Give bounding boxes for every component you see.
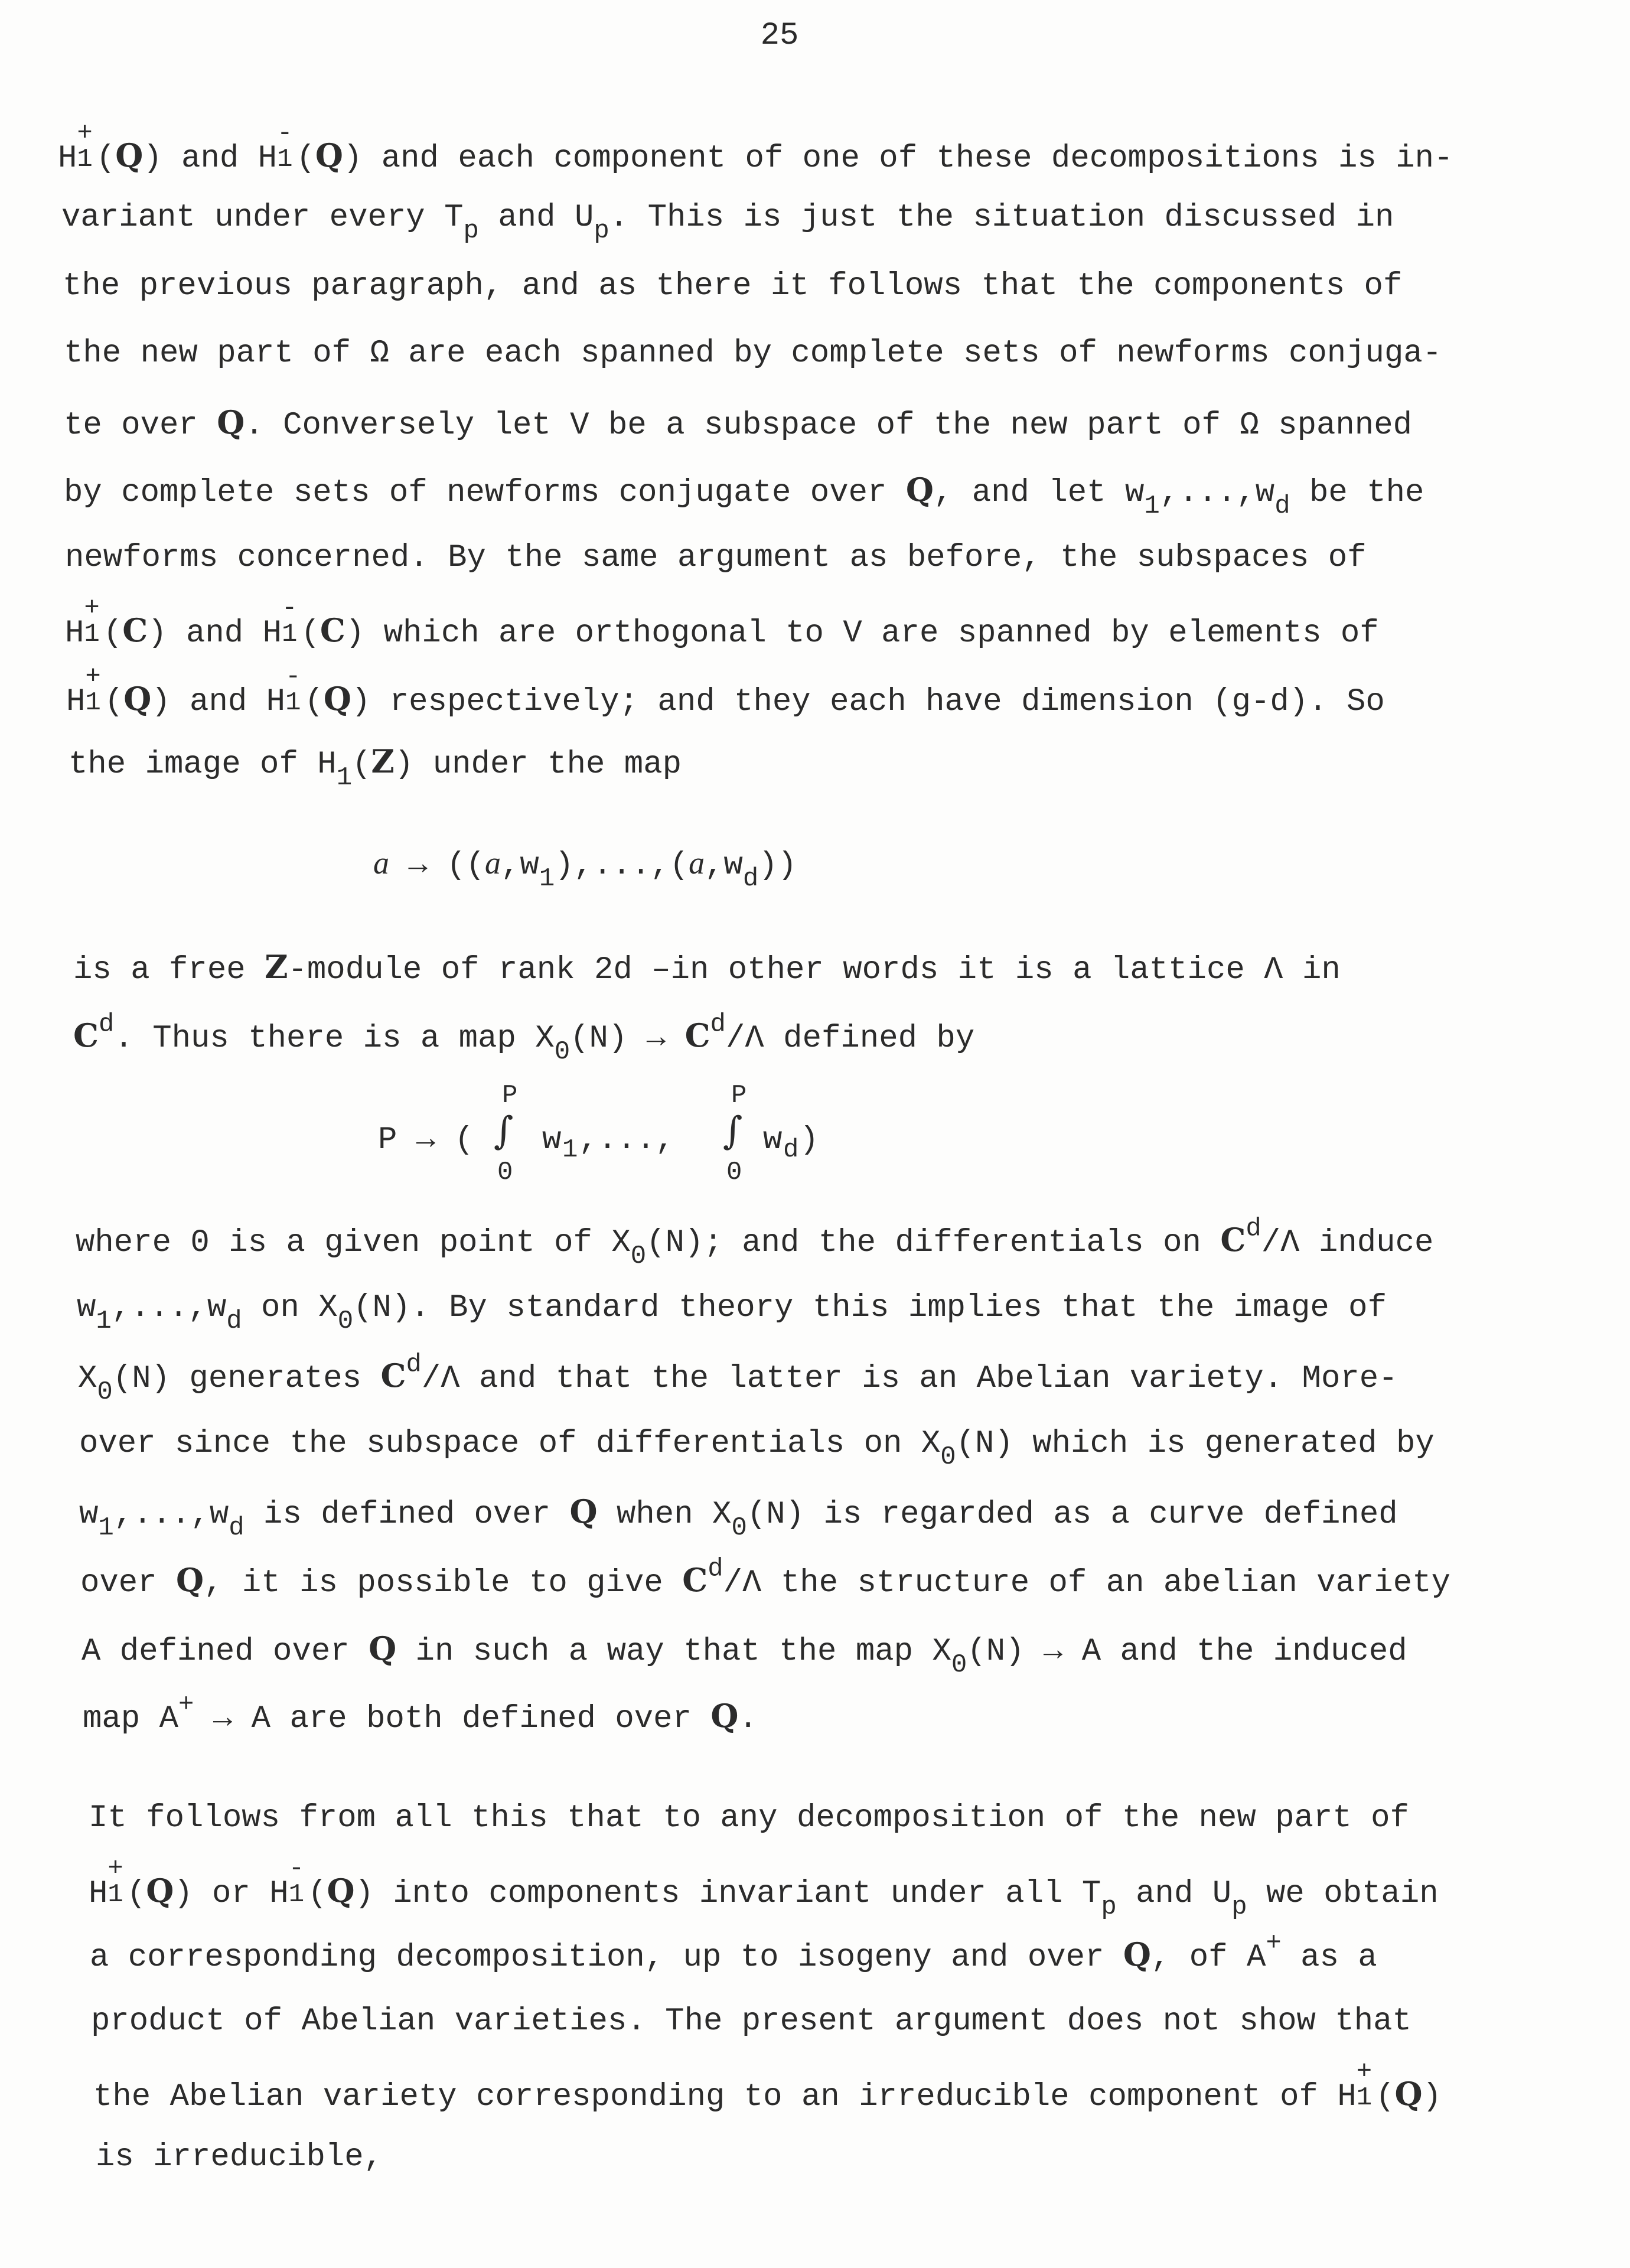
- subscript: d: [1274, 491, 1290, 521]
- text: (: [104, 684, 124, 720]
- subscript: 1: [288, 1879, 305, 1909]
- text: on X: [242, 1290, 338, 1326]
- text: we obtain: [1247, 1876, 1439, 1912]
- text-line-26: is irreducible,: [96, 2139, 383, 2175]
- text: be the: [1290, 475, 1424, 511]
- text: is defined over: [244, 1497, 570, 1533]
- text-line-19: [82, 1630, 1407, 1680]
- subscript: 1: [562, 1135, 578, 1165]
- text: (: [1375, 2079, 1395, 2115]
- text: variant under every T: [61, 200, 464, 236]
- text: ) or H: [174, 1876, 289, 1912]
- integral-lower-limit: 0: [726, 1158, 742, 1187]
- subscript: d: [783, 1135, 799, 1165]
- superscript: +: [107, 1853, 123, 1884]
- bold-C: C: [122, 611, 148, 649]
- subscript: p: [463, 216, 479, 246]
- text: map A: [83, 1701, 179, 1737]
- superscript: -: [277, 118, 293, 148]
- text: (: [96, 141, 116, 177]
- text: and U: [478, 200, 594, 236]
- text: te over: [64, 408, 217, 444]
- text: over: [80, 1565, 177, 1601]
- text: ,w: [501, 848, 539, 884]
- subscript: 1: [336, 762, 353, 793]
- text: where 0 is a given point of X: [76, 1225, 631, 1261]
- subscript: 0: [951, 1650, 967, 1680]
- bold-Q: Q: [1394, 2075, 1423, 2113]
- subscript: p: [1231, 1892, 1247, 1922]
- text: . This is just the situation discussed in: [609, 200, 1394, 236]
- text: a corresponding decomposition, up to isogeny and over: [90, 1940, 1123, 1976]
- text-line-5: [64, 403, 1413, 444]
- text: /Λ the structure of an abelian variety: [723, 1565, 1451, 1601]
- text: w: [79, 1497, 99, 1533]
- sup-sub: [107, 1853, 126, 1909]
- var-a: a: [689, 845, 705, 881]
- subscript: 1: [277, 144, 293, 174]
- text-line-2: [61, 200, 1394, 246]
- text: the Abelian variety corresponding to an irreducible component of H: [93, 2079, 1357, 2115]
- text: ,w: [705, 848, 743, 884]
- text: (N) generates: [112, 1361, 381, 1397]
- superscript: +: [85, 662, 101, 692]
- var-a: a: [485, 845, 501, 881]
- formula-close: ): [800, 1122, 819, 1158]
- text-line-22: [89, 1853, 1439, 1922]
- text: ) into components invariant under all T: [354, 1876, 1101, 1912]
- subscript: 1: [77, 144, 93, 174]
- text-line-14: [77, 1290, 1387, 1336]
- superscript: +: [1356, 2057, 1373, 2087]
- subscript: 0: [940, 1442, 956, 1472]
- text: (N) →: [570, 1021, 685, 1057]
- text: the image of H: [69, 747, 337, 783]
- text: in such a way that the map X: [396, 1634, 951, 1670]
- superscript: d: [708, 1554, 723, 1584]
- text: ,...,w: [1159, 475, 1275, 511]
- bold-Q: Q: [569, 1493, 598, 1530]
- superscript: -: [282, 593, 298, 623]
- subscript: 1: [107, 1879, 123, 1909]
- text-line-16: [79, 1426, 1435, 1472]
- subscript: 0: [554, 1037, 570, 1067]
- subscript: p: [594, 216, 609, 246]
- text: → ((: [389, 848, 485, 884]
- formula-lead: P → (: [378, 1122, 474, 1158]
- subscript: 1: [285, 687, 301, 718]
- text: ,...,w: [111, 1290, 227, 1326]
- integral-sign: ∫: [494, 1109, 514, 1153]
- text: ) under the map: [394, 747, 682, 783]
- text: . Conversely let V be a subspace of the new part of Ω spanned: [244, 408, 1413, 444]
- text: → A are both defined over: [194, 1701, 711, 1737]
- bold-C: C: [1220, 1221, 1246, 1259]
- subscript: d: [229, 1513, 244, 1543]
- formula-map: [373, 845, 797, 894]
- text: and U: [1116, 1876, 1232, 1912]
- bold-Q: Q: [1123, 1935, 1151, 1973]
- symbol-H: H: [89, 1876, 108, 1912]
- text-line-6: [64, 471, 1424, 521]
- text-line-15: [78, 1350, 1398, 1407]
- text: by complete sets of newforms conjugate over: [64, 475, 906, 511]
- subscript: 0: [630, 1241, 647, 1271]
- text: (: [103, 615, 123, 651]
- text: over since the subspace of differentials on X: [79, 1426, 941, 1462]
- subscript: 1: [85, 687, 101, 718]
- sup-sub: [285, 662, 304, 718]
- bold-Q: Q: [369, 1630, 397, 1667]
- integral-lower-limit: 0: [497, 1158, 513, 1187]
- subscript: 1: [84, 619, 100, 649]
- differential-w: w: [763, 1122, 783, 1158]
- text-line-20: [83, 1690, 758, 1737]
- bold-C: C: [380, 1357, 406, 1394]
- text: ) and H: [151, 684, 286, 720]
- text: (: [352, 747, 371, 783]
- superscript: -: [285, 662, 301, 692]
- subscript: 1: [98, 1513, 114, 1543]
- text-line-9: [66, 662, 1385, 720]
- subscript: 1: [539, 863, 555, 894]
- text: -module of rank 2d –in other words it is a lattice Λ in: [288, 952, 1341, 988]
- text-line-18: [80, 1554, 1451, 1601]
- bold-Z: Z: [371, 742, 395, 780]
- text: ,...,w: [113, 1497, 229, 1533]
- bold-Q: Q: [905, 471, 934, 509]
- superscript: +: [1266, 1928, 1282, 1959]
- text-line-1: [58, 118, 1453, 177]
- bold-Q: Q: [146, 1872, 174, 1909]
- subscript: 0: [337, 1306, 354, 1336]
- bold-Q: Q: [176, 1561, 204, 1599]
- text: is a free: [73, 952, 265, 988]
- text: (N) → A and the induced: [967, 1634, 1407, 1670]
- symbol-H: H: [58, 141, 77, 177]
- bold-Q: Q: [123, 680, 152, 718]
- subscript: 0: [731, 1513, 747, 1543]
- formula-ellipsis: ,...,: [579, 1122, 675, 1158]
- text: , it is possible to give: [204, 1565, 683, 1601]
- var-a: a: [373, 845, 389, 881]
- page-number: 25: [760, 18, 799, 54]
- text: as a: [1281, 1940, 1377, 1976]
- text: , of A: [1150, 1940, 1266, 1976]
- text-line-25: [93, 2057, 1442, 2115]
- bold-C: C: [684, 1016, 710, 1054]
- integral-upper-limit: P: [502, 1081, 518, 1110]
- bold-C: C: [682, 1561, 708, 1599]
- formula-integral-map: [378, 1081, 862, 1193]
- text: (: [304, 684, 324, 720]
- integral-sign: ∫: [723, 1109, 743, 1153]
- symbol-H: H: [66, 684, 86, 720]
- subscript: 1: [1356, 2083, 1373, 2113]
- text: )): [758, 848, 797, 884]
- text: (: [301, 615, 320, 651]
- superscript: -: [288, 1853, 305, 1884]
- text-line-10: [69, 742, 682, 793]
- superscript: d: [1246, 1214, 1261, 1244]
- text-line-3: the previous paragraph, and as there it follows that the components of: [63, 268, 1403, 304]
- subscript: 1: [282, 619, 298, 649]
- text: (: [296, 141, 315, 177]
- bold-Q: Q: [115, 136, 144, 174]
- text: w: [77, 1290, 96, 1326]
- sup-sub: [288, 1853, 308, 1909]
- differential-w: w: [542, 1122, 562, 1158]
- text-line-13: [76, 1214, 1434, 1271]
- superscript: d: [98, 1009, 115, 1040]
- sup-sub: [1356, 2057, 1375, 2113]
- bold-Q: Q: [323, 680, 351, 718]
- text-line-21: It follows from all this that to any decomposition of the new part of: [89, 1800, 1409, 1836]
- subscript: 1: [1144, 491, 1160, 521]
- bold-Q: Q: [315, 136, 343, 174]
- bold-Z: Z: [265, 948, 288, 986]
- integral-upper-limit: P: [731, 1081, 747, 1110]
- text: ) and H: [148, 615, 282, 651]
- text: .: [738, 1701, 758, 1737]
- bold-Q: Q: [710, 1697, 739, 1735]
- text: when X: [597, 1497, 732, 1533]
- text: ): [1422, 2079, 1442, 2115]
- text: ),...,(: [555, 848, 689, 884]
- text-line-24: product of Abelian varieties. The present argument does not show that: [91, 2003, 1411, 2039]
- text: . Thus there is a map X: [114, 1021, 555, 1057]
- sup-sub: [277, 118, 296, 174]
- subscript: 1: [96, 1306, 112, 1336]
- text: ) and each component of one of these decompositions is in-: [343, 141, 1453, 177]
- sup-sub: [77, 118, 96, 174]
- sup-sub: [85, 662, 104, 718]
- text-line-11: [73, 948, 1341, 988]
- text: /Λ defined by: [725, 1021, 975, 1057]
- subscript: d: [742, 863, 759, 894]
- subscript: d: [226, 1306, 242, 1336]
- text: ) and H: [143, 141, 278, 177]
- text: A defined over: [82, 1634, 369, 1670]
- superscript: d: [406, 1350, 422, 1380]
- text: /Λ and that the latter is an Abelian variety. More-: [421, 1361, 1398, 1397]
- text-line-23: [90, 1928, 1377, 1976]
- sup-sub: [84, 593, 103, 649]
- bold-C: C: [320, 611, 345, 649]
- text-line-17: [79, 1493, 1398, 1543]
- text: (N); and the differentials on: [646, 1225, 1221, 1261]
- sup-sub: [282, 593, 301, 649]
- subscript: p: [1101, 1892, 1117, 1922]
- superscript: +: [84, 593, 100, 623]
- text: (: [308, 1876, 327, 1912]
- text: X: [78, 1361, 97, 1397]
- text-line-8: [65, 593, 1379, 651]
- text-line-7: newforms concerned. By the same argument as before, the subspaces of: [65, 540, 1367, 576]
- subscript: 0: [97, 1377, 113, 1407]
- text: (N) is regarded as a curve defined: [746, 1497, 1398, 1533]
- superscript: +: [77, 118, 93, 148]
- symbol-H: H: [65, 615, 84, 651]
- bold-C: C: [73, 1016, 99, 1054]
- text: (N) which is generated by: [956, 1426, 1435, 1462]
- text-line-12: [73, 1009, 975, 1067]
- superscript: d: [710, 1009, 726, 1040]
- text: ) respectively; and they each have dimension (g-d). So: [351, 684, 1385, 720]
- bold-Q: Q: [327, 1872, 355, 1909]
- text: (N). By standard theory this implies that the image of: [353, 1290, 1387, 1326]
- text: (: [126, 1876, 146, 1912]
- superscript: +: [178, 1690, 194, 1720]
- text: , and let w: [933, 475, 1145, 511]
- bold-Q: Q: [217, 403, 245, 441]
- text-line-4: the new part of Ω are each spanned by complete sets of newforms conjuga-: [64, 335, 1442, 372]
- text: /Λ induce: [1261, 1225, 1434, 1261]
- text: ) which are orthogonal to V are spanned by elements of: [345, 615, 1379, 651]
